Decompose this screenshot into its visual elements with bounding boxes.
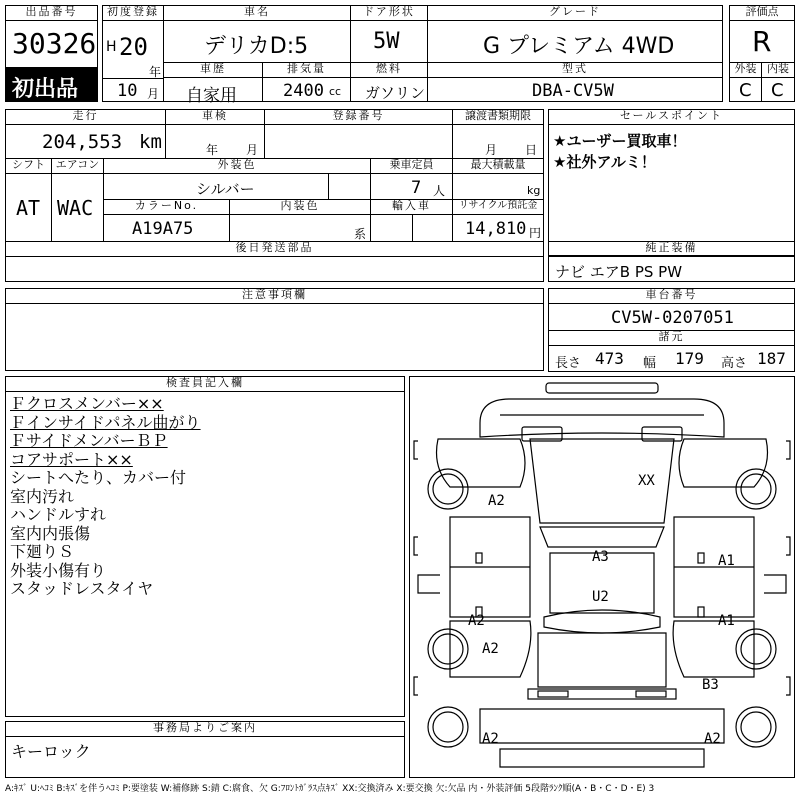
displacement-cell <box>262 77 351 102</box>
year-unit: 年 <box>149 65 162 79</box>
score-cell <box>729 20 795 63</box>
month-unit: 月 <box>147 87 160 101</box>
damage-label-a1-upper: A1 <box>718 553 735 569</box>
first-listing-text: 初出品 <box>12 77 79 102</box>
height-label: 高さ <box>721 356 748 371</box>
sales-point-2: ★社外アルミ！ <box>553 153 656 171</box>
inspector-note: 室内汚れ <box>10 486 75 506</box>
chassis-label: 車台番号 <box>548 288 795 304</box>
later-parts-box <box>5 256 544 282</box>
interior-rating: C <box>771 80 784 101</box>
grade: G プレミアム 4WD <box>483 34 675 59</box>
inspector-note: コアサポート×× <box>10 449 133 469</box>
height: 187 <box>757 349 786 368</box>
color-no: A19A75 <box>132 219 194 239</box>
capacity-unit: 人 <box>433 184 446 198</box>
inspection-year-unit: 年 <box>206 143 219 157</box>
score: R <box>752 25 772 58</box>
import-label: 輸入車 <box>370 199 453 215</box>
history-label: 車歴 <box>163 62 263 78</box>
int-color-label: 内装色 <box>229 199 371 215</box>
chassis-number: CV5W-0207051 <box>611 308 734 328</box>
interior-cell <box>761 77 795 102</box>
door-label: ドア形状 <box>350 5 428 21</box>
inspector-note: ＦサイドメンバーＢＰ <box>10 431 168 450</box>
office-note: キーロック <box>11 742 91 761</box>
sales-point-label: セールスポイント <box>548 109 795 125</box>
fuel-cell <box>350 77 428 102</box>
wheel-icons <box>428 469 776 747</box>
genuine-equipment: ナビ エアB PS PW <box>555 263 683 281</box>
width-label: 幅 <box>643 356 657 371</box>
reg-number-label: 登録番号 <box>264 109 453 125</box>
import-cell-b <box>412 214 453 242</box>
displacement-label: 排気量 <box>262 62 351 78</box>
inspection-cell <box>165 124 265 159</box>
payload-label: 最大積載量 <box>452 158 544 174</box>
damage-label-b3: B3 <box>702 677 719 693</box>
reg-number-cell <box>264 124 453 159</box>
transfer-cell <box>452 124 544 159</box>
grade-label: グレード <box>427 5 723 21</box>
damage-label-xx: XX <box>638 473 655 489</box>
notes-label: 注意事項欄 <box>5 288 544 304</box>
transfer-label: 譲渡書類期限 <box>452 109 544 125</box>
first-reg-month: 10 <box>117 81 138 101</box>
first-reg-label: 初度登録 <box>102 5 164 21</box>
payload-cell <box>452 173 544 200</box>
door-type: 5W <box>373 29 400 54</box>
capacity-label: 乗車定員 <box>370 158 453 174</box>
damage-label-a2-left: A2 <box>468 613 485 629</box>
inspector-note: Ｆインサイドパネル曲がり <box>10 412 201 432</box>
mileage-cell <box>5 124 166 159</box>
sales-point-1: ★ユーザー買取車！ <box>553 132 687 150</box>
car-outline-diagram <box>410 377 794 777</box>
car-name: デリカD:5 <box>204 34 309 59</box>
inspector-note: ハンドルすれ <box>10 505 107 524</box>
inspector-box <box>5 391 405 717</box>
damage-legend: A:ｷｽﾞ U:ﾍｺﾐ B:ｷｽﾞを伴うﾍｺﾐ P:要塗装 W:補修跡 S:錆 C:腐食、欠 G:ﾌﾛﾝﾄｶﾞﾗｽ点ｷｽﾞ XX:交換済み X:要交換 欠:欠品 内・外装評価 5段階ﾗﾝｸ順(A・B・C・D・E) 3 <box>5 784 655 794</box>
lot-number: 30326 <box>12 27 97 60</box>
chassis-cell <box>548 303 795 331</box>
length: 473 <box>595 349 624 368</box>
transfer-day-unit: 日 <box>525 143 538 157</box>
shift-cell <box>5 173 52 242</box>
office-box <box>5 736 405 778</box>
mileage-unit: km <box>139 131 162 153</box>
ext-color-cell <box>103 173 371 200</box>
length-label: 長さ <box>555 356 582 371</box>
ext-color-label: 外装色 <box>103 158 371 174</box>
mileage-label: 走行 <box>5 109 166 125</box>
damage-label-a3: A3 <box>592 549 609 565</box>
ext-color: シルバー <box>196 180 255 198</box>
width: 179 <box>675 349 704 368</box>
lot-number-label: 出品番号 <box>5 5 98 21</box>
interior-label: 内装 <box>761 62 795 78</box>
displacement-unit: cc <box>329 85 342 98</box>
damage-diagram <box>409 376 795 778</box>
recycle-amount: 14,810 <box>465 219 527 239</box>
car-name-label: 車名 <box>163 5 351 21</box>
damage-label-a2-bumper-right: A2 <box>704 731 721 747</box>
genuine-equipment-label: 純正装備 <box>548 241 795 257</box>
exterior-label: 外装 <box>729 62 762 78</box>
genuine-equipment-cell <box>548 256 795 282</box>
inspector-notes-list <box>10 395 201 599</box>
int-color-cell <box>229 214 371 242</box>
sales-point-box <box>548 124 795 256</box>
fuel-label: 燃料 <box>350 62 428 78</box>
inspector-label: 検査員記入欄 <box>5 376 405 392</box>
recycle-label: リサイクル預託金 <box>452 199 544 215</box>
first-reg-month-cell <box>102 78 164 102</box>
capacity: 7 <box>411 178 422 198</box>
recycle-unit: 円 <box>529 226 542 240</box>
inspector-note: Ｆクロスメンバー×× <box>10 394 164 413</box>
door-cell <box>350 20 428 63</box>
first-listing-badge <box>5 67 98 102</box>
era: H <box>106 39 117 55</box>
inspector-note: 室内内張傷 <box>10 523 91 543</box>
displacement: 2400 <box>283 81 324 101</box>
inspector-note: 下廻りＳ <box>10 542 75 561</box>
color-no-label: カラーNo. <box>103 199 230 215</box>
inspector-note: スタッドレスタイヤ <box>10 579 154 598</box>
first-reg-year-cell <box>102 20 164 79</box>
recycle-cell <box>452 214 544 242</box>
damage-label-u2: U2 <box>592 589 609 605</box>
later-parts-label: 後日発送部品 <box>5 241 544 257</box>
mileage: 204,553 <box>42 131 123 153</box>
exterior-rating: C <box>739 80 752 101</box>
model-label: 型式 <box>427 62 723 78</box>
grade-cell <box>427 20 723 63</box>
history: 自家用 <box>186 86 237 106</box>
exterior-cell <box>729 77 762 102</box>
inspection-label: 車検 <box>165 109 265 125</box>
fuel: ガソリン <box>365 84 426 102</box>
damage-label-a2-bumper-left: A2 <box>482 731 499 747</box>
shift-label: シフト <box>5 158 52 174</box>
ac-cell <box>51 173 104 242</box>
model: DBA-CV5W <box>532 81 614 101</box>
shift: AT <box>16 196 41 220</box>
inspector-note: 外装小傷有り <box>10 560 107 580</box>
damage-label-a2-rear-left: A2 <box>482 641 499 657</box>
car-name-cell <box>163 20 351 63</box>
transfer-month-unit: 月 <box>485 143 498 157</box>
damage-label-a1-lower: A1 <box>718 613 735 629</box>
inspector-note: シートへたり、カバー付 <box>10 468 187 487</box>
int-color-unit: 系 <box>354 227 367 241</box>
first-reg-year: 20 <box>119 33 148 61</box>
ac-label: エアコン <box>51 158 104 174</box>
lot-number-cell <box>5 20 98 68</box>
office-label: 事務局よりご案内 <box>5 721 405 737</box>
color-no-cell <box>103 214 230 242</box>
damage-label-a2-front-left: A2 <box>488 493 505 509</box>
inspection-month-unit: 月 <box>246 143 259 157</box>
score-label: 評価点 <box>729 5 795 21</box>
import-cell-a <box>370 214 413 242</box>
notes-box <box>5 303 544 371</box>
capacity-cell <box>370 173 453 200</box>
payload-unit: kg <box>527 184 541 197</box>
history-cell <box>163 77 263 106</box>
ac: WAC <box>57 196 94 220</box>
dims-cell <box>548 345 795 372</box>
dims-label: 諸元 <box>548 330 795 346</box>
model-cell <box>427 77 723 102</box>
